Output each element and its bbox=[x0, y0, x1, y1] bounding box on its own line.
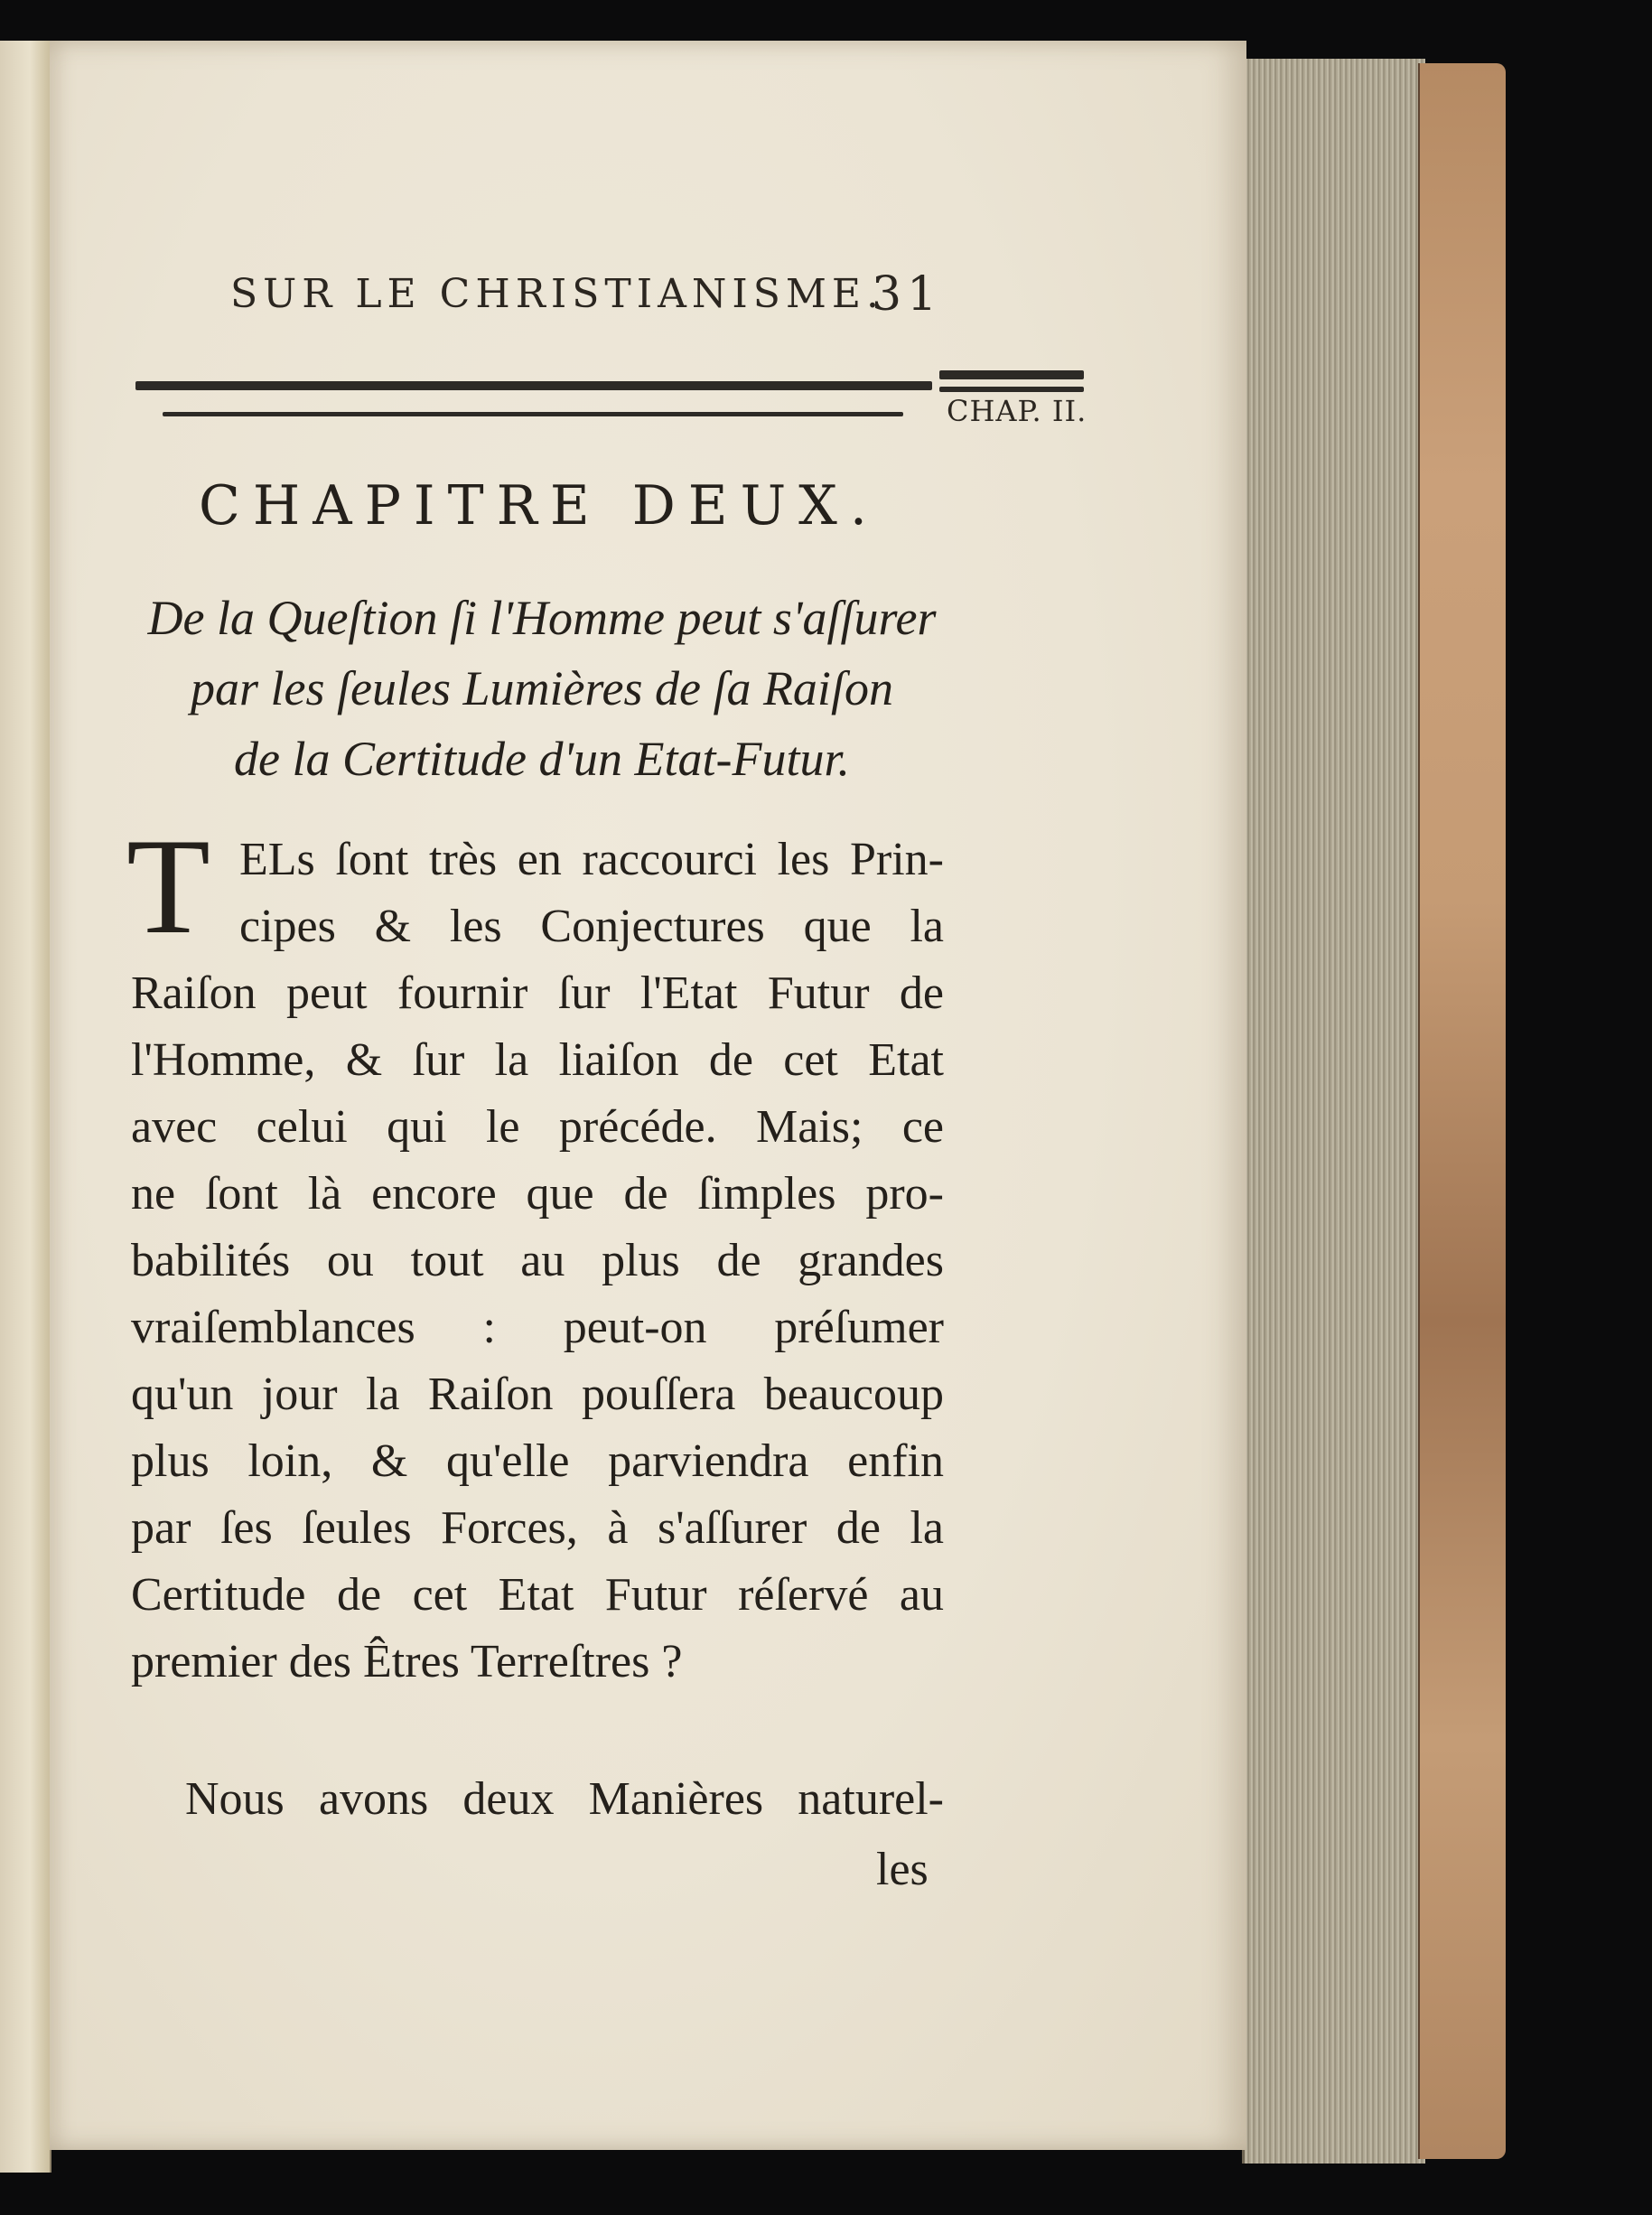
body-line: ne ſont là encore que de ſimples pro- bbox=[131, 1168, 944, 1220]
running-head-title: SUR LE CHRISTIANISME. bbox=[230, 271, 885, 317]
ornamental-rule-thin bbox=[163, 412, 903, 416]
margin-chapter-note: CHAP. II. bbox=[947, 394, 1087, 428]
book-page-edges bbox=[1242, 59, 1425, 2164]
body-line: l'Homme, & ſur la liaiſon de cet Etat bbox=[131, 1034, 944, 1086]
body-line: Certitude de cet Etat Futur réſervé au bbox=[131, 1569, 944, 1621]
body-line: plus loin, & qu'elle parviendra enfin bbox=[131, 1435, 944, 1487]
running-head bbox=[230, 267, 953, 325]
body-line: avec celui qui le précéde. Mais; ce bbox=[131, 1101, 944, 1153]
drop-cap: T bbox=[126, 810, 210, 962]
body-line: ELs ſont très en raccourci les Prin- bbox=[239, 834, 944, 885]
body-line: Raiſon peut fournir ſur l'Etat Futur de bbox=[131, 967, 944, 1019]
book-cover bbox=[1418, 63, 1506, 2159]
subtitle-line: De la Queſtion ſi l'Homme peut s'aſſurer bbox=[147, 591, 937, 645]
second-paragraph bbox=[185, 1766, 944, 1833]
body-line: par ſes ſeules Forces, à s'aſſurer de la bbox=[131, 1502, 944, 1554]
facing-page-edge bbox=[0, 41, 51, 2173]
margin-rule bbox=[939, 370, 1084, 379]
body-line: vraiſemblances : peut-on préſumer bbox=[131, 1302, 944, 1353]
body-line: premier des Êtres Terreſtres ? bbox=[131, 1636, 683, 1687]
chapter-subtitle bbox=[126, 583, 957, 794]
ornamental-rule bbox=[135, 381, 932, 390]
catchword: les bbox=[876, 1844, 929, 1895]
margin-rule-thin bbox=[939, 387, 1084, 392]
body-line: babilités ou tout au plus de grandes bbox=[131, 1235, 944, 1286]
subtitle-line: par les ſeules Lumières de ſa Raiſon bbox=[191, 661, 893, 715]
body-paragraph bbox=[131, 827, 944, 1696]
body-line: Nous avons deux Manières naturel- bbox=[185, 1773, 944, 1825]
body-line: cipes & les Conjectures que la bbox=[239, 901, 944, 952]
subtitle-line: de la Certitude d'un Etat-Futur. bbox=[234, 732, 850, 786]
page-number: 31 bbox=[872, 267, 943, 322]
body-line: qu'un jour la Raiſon pouſſera beaucoup bbox=[131, 1369, 944, 1420]
chapter-title: CHAPITRE DEUX. bbox=[199, 474, 880, 537]
